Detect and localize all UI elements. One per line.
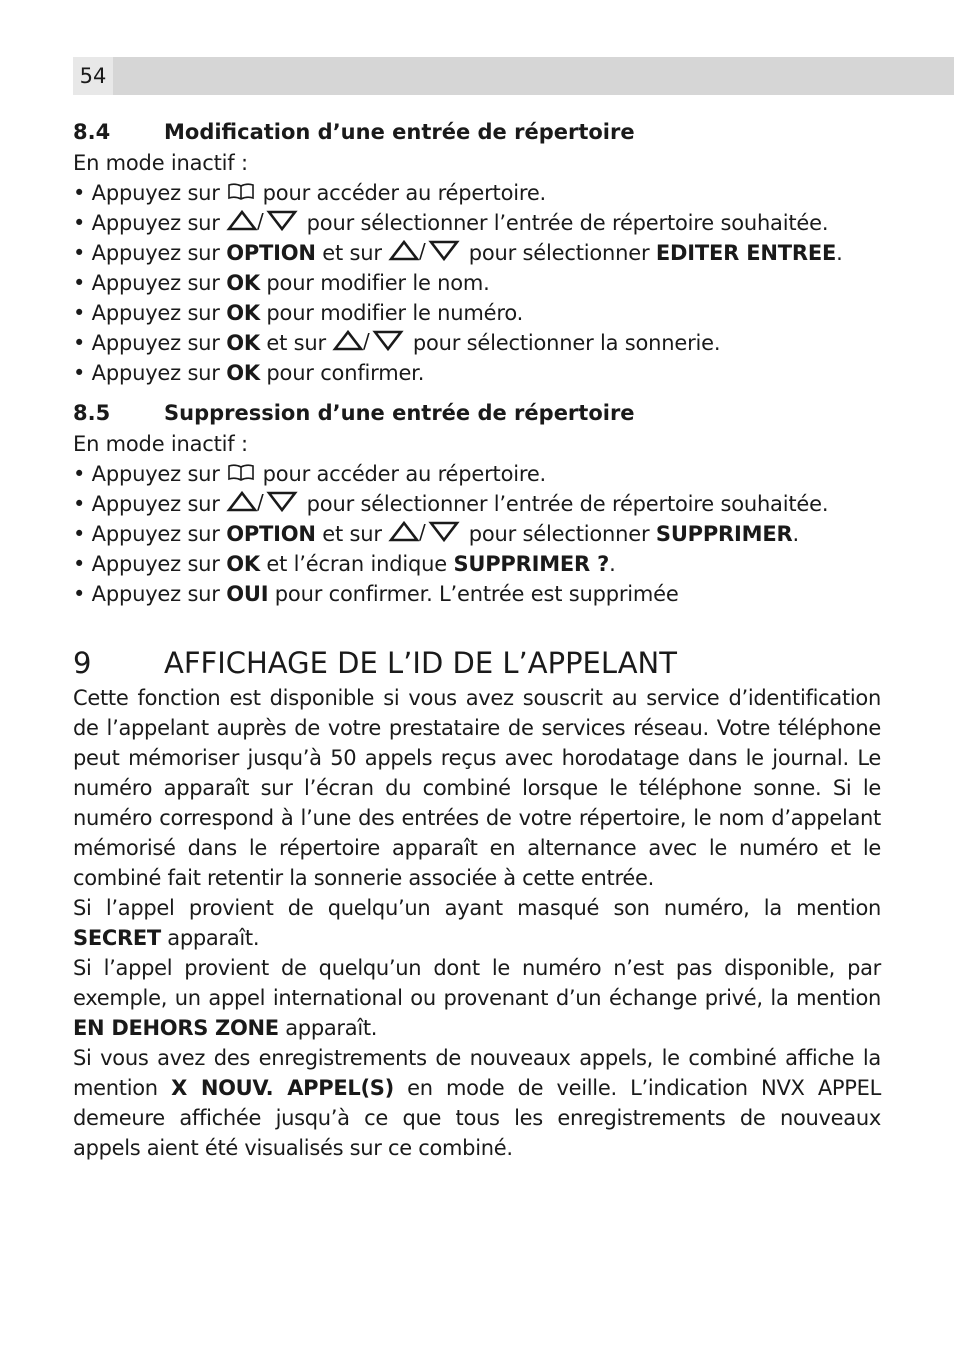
paragraph: Si l’appel provient de quelqu’un dont le numéro n’est pas disponible, par exemple, un appel international ou provenant d’un échange privé, la mention EN DEHORS ZONE apparaît.: [73, 956, 881, 1040]
key-label: OK: [226, 301, 260, 325]
section-title: Modification d’une entrée de répertoire: [164, 120, 635, 144]
up-down-icon: [226, 208, 300, 232]
intro-text: En mode inactif :: [73, 432, 248, 456]
content: [73, 115, 881, 1163]
svg-text:/: /: [419, 239, 426, 262]
key-label: OK: [226, 271, 260, 295]
paragraph: Si l’appel provient de quelqu’un ayant masqué son numéro, la mention SECRET apparaît.: [73, 896, 881, 950]
key-label: OPTION: [226, 241, 316, 265]
chapter-title: AFFICHAGE DE L’ID DE L’APPELANT: [164, 646, 677, 680]
up-down-icon: [388, 238, 462, 262]
chapter-heading-9: [73, 643, 881, 683]
key-label: OK: [226, 331, 260, 355]
key-label: SECRET: [73, 926, 161, 950]
section-number: 8.4: [73, 120, 111, 144]
intro-text: En mode inactif :: [73, 151, 248, 175]
svg-text:/: /: [419, 520, 426, 543]
key-label: OK: [226, 552, 260, 576]
key-label: EDITER ENTREE: [655, 241, 837, 265]
instruction-list: [73, 459, 881, 609]
section-number: 8.5: [73, 401, 111, 425]
list-item: • Appuyez sur OK pour confirmer.: [73, 361, 425, 385]
svg-text:/: /: [363, 329, 370, 352]
key-label: SUPPRIMER: [655, 522, 793, 546]
list-item: • Appuyez sur OUI pour confirmer. L’entrée est supprimée: [73, 582, 679, 606]
key-label: EN DEHORS ZONE: [73, 1016, 279, 1040]
book-icon: [226, 182, 256, 202]
list-item: • Appuyez sur / pour sélectionner l’entrée de répertoire souhaitée.: [73, 490, 829, 516]
list-item: • Appuyez sur pour accéder au répertoire.: [73, 181, 547, 205]
list-item: • Appuyez sur OK pour modifier le numéro.: [73, 301, 524, 325]
list-item: • Appuyez sur OK et l’écran indique SUPPRIMER ?.: [73, 552, 616, 576]
list-item: • Appuyez sur pour accéder au répertoire.: [73, 462, 547, 486]
section-title: Suppression d’une entrée de répertoire: [164, 401, 635, 425]
book-icon: [226, 463, 256, 483]
svg-text:/: /: [257, 209, 264, 232]
list-item: • Appuyez sur OK pour modifier le nom.: [73, 271, 490, 295]
instruction-list: [73, 178, 881, 388]
list-item: • Appuyez sur / pour sélectionner l’entrée de répertoire souhaitée.: [73, 209, 829, 235]
chapter-number: 9: [73, 646, 92, 680]
page-number: 54: [73, 57, 113, 95]
key-label: OUI: [226, 582, 269, 606]
paragraph: Si vous avez des enregistrements de nouveaux appels, le combiné affiche la mention X NOUV. APPEL(S) en mode de veille. L’indication NVX APPEL demeure affichée jusqu’à ce que tous les enregistrements de nouveaux appels aient été visualisés sur ce combiné.: [73, 1046, 881, 1160]
key-label: OK: [226, 361, 260, 385]
key-label: OPTION: [226, 522, 316, 546]
section-heading-8-5: [73, 399, 881, 427]
key-label: SUPPRIMER ?: [453, 552, 610, 576]
up-down-icon: [226, 489, 300, 513]
list-item: • Appuyez sur OK et sur / pour sélectionner la sonnerie.: [73, 329, 721, 355]
svg-text:/: /: [257, 490, 264, 513]
header-bar: [73, 57, 954, 95]
up-down-icon: [388, 519, 462, 543]
key-label: X NOUV. APPEL(S): [171, 1076, 394, 1100]
section-heading-8-4: [73, 118, 881, 146]
up-down-icon: [332, 328, 406, 352]
list-item: • Appuyez sur OPTION et sur / pour sélectionner EDITER ENTREE.: [73, 239, 843, 265]
paragraph: Cette fonction est disponible si vous avez souscrit au service d’identification de l’appelant auprès de votre prestataire de services réseau. Votre téléphone peut mémoriser jusqu’à 50 appels reçus avec horodatage dans le journal. Le numéro apparaît sur l’écran du combiné lorsque le téléphone sonne. Si le numéro correspond à l’une des entrées de votre répertoire, le nom d’appelant mémorisé dans le répertoire apparaît en alternance avec le numéro et le combiné fait retentir la sonnerie associée à cette entrée.: [73, 686, 881, 890]
list-item: • Appuyez sur OPTION et sur / pour sélectionner SUPPRIMER.: [73, 520, 799, 546]
